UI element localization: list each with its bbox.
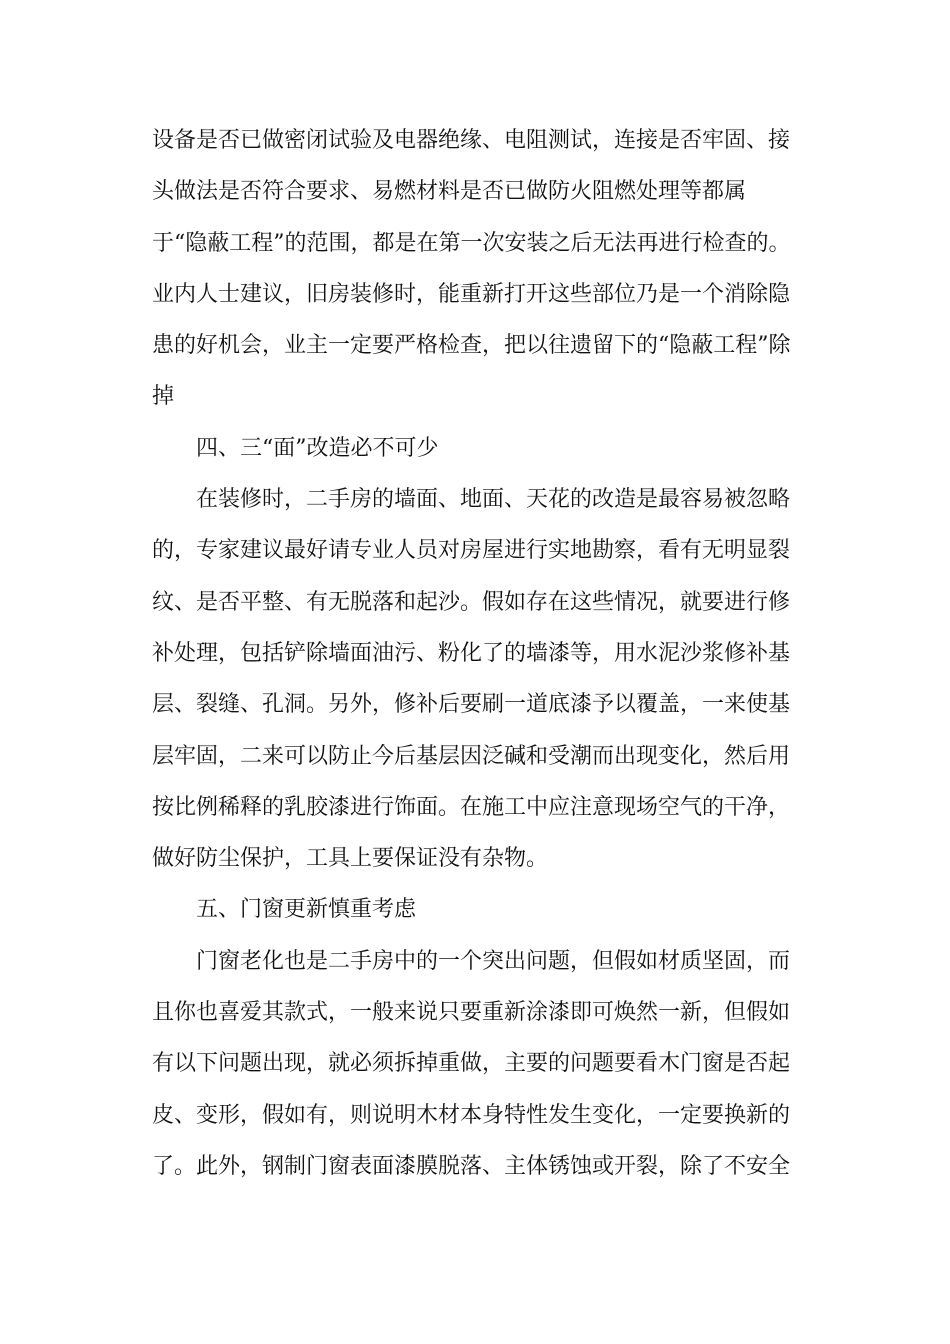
text-line: 有以下问题出现，就必须拆掉重做，主要的问题要看木门窗是否起 bbox=[152, 1051, 791, 1077]
text-line: 于“隐蔽工程”的范围，都是在第一次安装之后无法再进行检查的。 bbox=[152, 230, 791, 256]
text-line: 的，专家建议最好请专业人员对房屋进行实地勘察，看有无明显裂 bbox=[152, 538, 791, 564]
text-line: 纹、是否平整、有无脱落和起沙。假如存在这些情况，就要进行修 bbox=[152, 589, 791, 615]
text-line: 患的好机会，业主一定要严格检查，把以往遗留下的“隐蔽工程”除 bbox=[152, 333, 791, 359]
paragraph-start: 门窗老化也是二手房中的一个突出问题，但假如材质坚固，而 bbox=[196, 948, 791, 974]
text-line: 了。此外，钢制门窗表面漆膜脱落、主体锈蚀或开裂，除了不安全 bbox=[152, 1153, 791, 1179]
text-line: 掉 bbox=[152, 384, 175, 410]
text-line: 设备是否已做密闭试验及电器绝缘、电阻测试，连接是否牢固、接 bbox=[152, 128, 791, 153]
section-heading-5: 五、门窗更新慎重考虑 bbox=[196, 897, 417, 923]
text-line: 按比例稀释的乳胶漆进行饰面。在施工中应注意现场空气的干净， bbox=[152, 794, 791, 820]
text-line: 补处理，包括铲除墙面油污、粉化了的墙漆等，用水泥沙浆修补基 bbox=[152, 640, 791, 666]
paragraph-start: 在装修时，二手房的墙面、地面、天花的改造是最容易被忽略 bbox=[196, 487, 791, 513]
text-line: 头做法是否符合要求、易燃材料是否已做防火阻燃处理等都属 bbox=[152, 179, 747, 205]
text-line: 层、裂缝、孔洞。另外，修补后要刷一道底漆予以覆盖，一来使基 bbox=[152, 692, 791, 718]
body-text bbox=[152, 115, 812, 1192]
text-line: 业内人士建议，旧房装修时，能重新打开这些部位乃是一个消除隐 bbox=[152, 281, 791, 307]
section-heading-4: 四、三“面”改造必不可少 bbox=[196, 435, 439, 461]
text-line: 且你也喜爱其款式，一般来说只要重新涂漆即可焕然一新，但假如 bbox=[152, 1000, 791, 1026]
text-line: 皮、变形，假如有，则说明木材本身特性发生变化，一定要换新的 bbox=[152, 1102, 791, 1128]
text-line: 层牢固，二来可以防止今后基层因泛碱和受潮而出现变化，然后用 bbox=[152, 743, 791, 769]
text-line: 做好防尘保护，工具上要保证没有杂物。 bbox=[152, 846, 549, 872]
